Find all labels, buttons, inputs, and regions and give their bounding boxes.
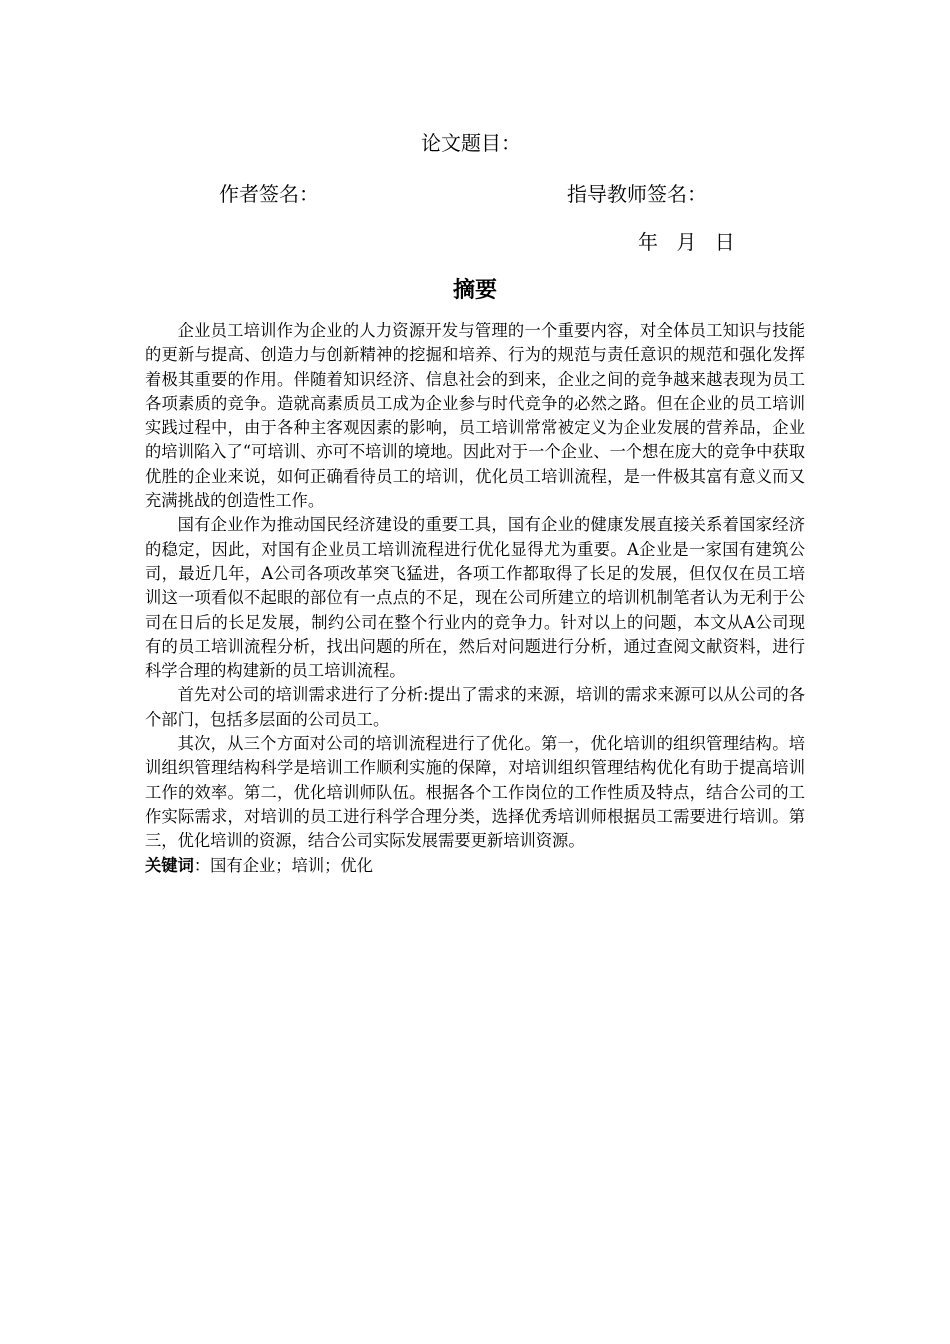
date-label: 年 月 日 xyxy=(638,230,735,254)
keywords-label: 关键词 xyxy=(145,855,194,875)
abstract-paragraph-3: 首先对公司的培训需求进行了分析:提出了需求的来源，培训的需求来源可以从公司的各个部门，包括多层面的公司员工。 xyxy=(145,685,805,729)
abstract-heading: 摘要 xyxy=(452,278,497,303)
keywords-value: 国有企业；培训；优化 xyxy=(210,855,373,875)
keywords-separator: ： xyxy=(193,855,211,875)
thesis-title-line xyxy=(0,130,950,156)
thesis-title-label: 论文题目： xyxy=(421,131,521,155)
abstract-paragraph-1: 企业员工培训作为企业的人力资源开发与管理的一个重要内容，对全体员工知识与技能的更新与提高、创造力与创新精神的挖掘和培养、行为的规范与责任意识的规范和强化发挥着极其重要的作用。伴随着知识经济、信息社会的到来，企业之间的竞争越来越表现为员工各项素质的竞争。造就高素质员工成为企业参与时代竞争的必然之路。但在企业的员工培训实践过程中，由于各种主客观因素的影响，员工培训常常被定义为企业发展的营养品，企业的培训陷入了“可培训、亦可不培训的境地。因此对于一个企业、一个想在庞大的竞争中获取优胜的企业来说，如何正确看待员工的培训，优化员工培训流程，是一件极其富有意义而又充满挑战的创造性工作。 xyxy=(145,321,805,511)
abstract-paragraph-2: 国有企业作为推动国民经济建设的重要工具，国有企业的健康发展直接关系着国家经济的稳定，因此，对国有企业员工培训流程进行优化显得尤为重要。A企业是一家国有建筑公司，最近几年，A公司各项改革突飞猛进，各项工作都取得了长足的发展，但仅仅在员工培训这一项看似不起眼的部位有一点点的不足，现在公司所建立的培训机制笔者认为无利于公司在日后的长足发展，制约公司在整个行业内的竞争力。针对以上的问题，本文从A公司现有的员工培训流程分析，找出问题的所在，然后对问题进行分析，通过查阅文献资料，进行科学合理的构建新的员工培训流程。 xyxy=(145,515,805,681)
abstract-paragraph-4: 其次，从三个方面对公司的培训流程进行了优化。第一，优化培训的组织管理结构。培训组织管理结构科学是培训工作顺利实施的保障，对培训组织管理结构优化有助于提高培训工作的效率。第二，优化培训师队伍。根据各个工作岗位的工作性质及特点，结合公司的工作实际需求，对培训的员工进行科学合理分类，选择优秀培训师根据员工需要进行培训。第三，优化培训的资源，结合公司实际发展需要更新培训资源。 xyxy=(145,734,805,851)
abstract-body xyxy=(145,319,805,878)
author-signature-label: 作者签名： xyxy=(219,182,319,206)
keywords-line xyxy=(145,854,805,878)
advisor-signature-label: 指导教师签名： xyxy=(567,182,707,206)
